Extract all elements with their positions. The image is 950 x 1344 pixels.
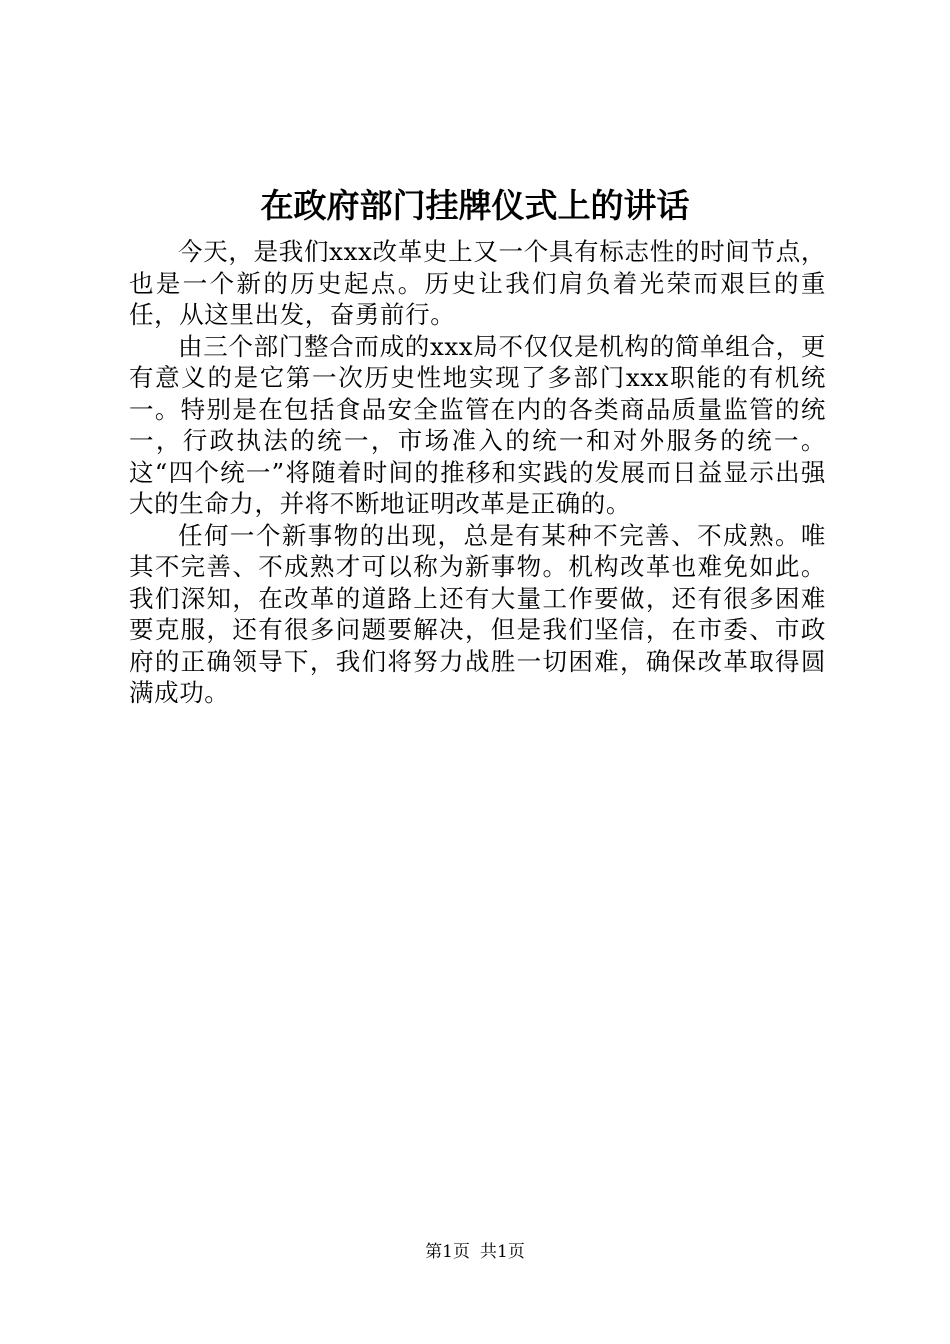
document-title: 在政府部门挂牌仪式上的讲话	[260, 186, 690, 225]
paragraph-3: 任何一个新事物的出现，总是有某种不完善、不成熟。唯其不完善、不成熟才可以称为新事物。机构改革也难免如此。我们深知，在改革的道路上还有大量工作要做，还有很多困难要克服，还有很多问题要解决，但是我们坚信，在市委、市政府的正确领导下，我们将努力战胜一切困难，确保改革取得圆满成功。	[129, 520, 826, 707]
document-body	[129, 236, 826, 709]
paragraph-2: 由三个部门整合而成的xxx局不仅仅是机构的简单组合，更有意义的是它第一次历史性地实现了多部门xxx职能的有机统一。特别是在包括食品安全监管在内的各类商品质量监管的统一，行政执法的统一，市场准入的统一和对外服务的统一。这“四个统一”将随着时间的推移和实践的发展而日益显示出强大的生命力，并将不断地证明改革是正确的。	[129, 331, 826, 518]
page-total: 共1页	[480, 1242, 525, 1262]
page-number: 第1页	[425, 1242, 470, 1262]
paragraph-1: 今天，是我们xxx改革史上又一个具有标志性的时间节点，也是一个新的历史起点。历史让我们肩负着光荣而艰巨的重任，从这里出发，奋勇前行。	[129, 237, 826, 329]
page-footer	[0, 1240, 950, 1264]
